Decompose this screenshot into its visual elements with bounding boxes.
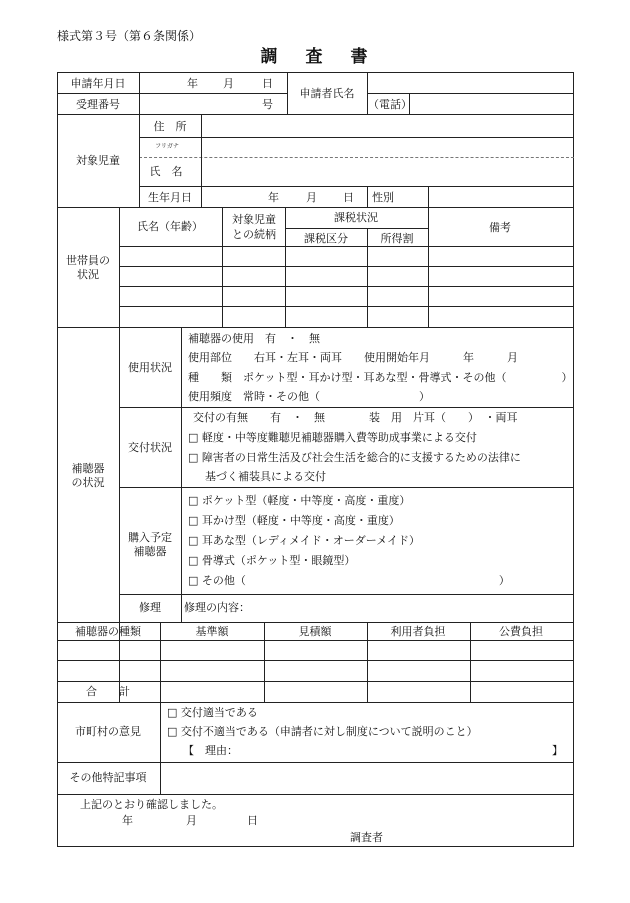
household-remarks-header: 備考 xyxy=(489,221,511,234)
municipality-option-inappropriate: □ 交付不適当である（申請者に対し制度について説明のこと） xyxy=(167,725,478,738)
grant-line-1: 交付の有無 有 ・ 無 装 用 片耳（ ） ・両耳 xyxy=(193,411,518,424)
grant-line-4: 基づく補装具による交付 xyxy=(205,470,326,483)
municipality-option-appropriate: □ 交付適当である xyxy=(167,706,258,719)
cost-type-header: 補聴器の種類 xyxy=(75,625,141,638)
applicant-name-label: 申請者氏名 xyxy=(299,87,355,100)
planned-option-bone: □ 骨導式（ポケット型・眼鏡型） xyxy=(188,554,356,567)
usage-status-label: 使用状況 xyxy=(128,361,172,374)
form-number: 様式第３号（第６条関係） xyxy=(57,29,202,43)
cost-estimate-header: 見積額 xyxy=(298,625,332,638)
household-tax-class-header: 課税区分 xyxy=(304,232,348,245)
application-year-unit: 年 xyxy=(187,77,198,90)
application-day-unit: 日 xyxy=(262,77,273,90)
confirmation-year-unit: 年 xyxy=(122,814,133,827)
planned-aid-label-2: 補聴器 xyxy=(133,545,167,558)
receipt-number-unit: 号 xyxy=(262,98,273,111)
cost-total-label: 合 計 xyxy=(86,685,130,698)
cost-standard-header: 基準額 xyxy=(195,625,229,638)
grant-line-3: □ 障害者の日常生活及び社会生活を総合的に支援するための法律に xyxy=(188,451,521,464)
municipality-opinion-label: 市町村の意見 xyxy=(75,725,141,738)
hearing-aid-section-label-2: の状況 xyxy=(71,476,105,489)
phone-label: （電話） xyxy=(368,98,412,111)
confirmation-statement: 上記のとおり確認しました。 xyxy=(80,798,223,811)
planned-option-in-ear: □ 耳あな型（レディメイド・オーダーメイド） xyxy=(188,534,421,547)
reason-close-bracket: 】 xyxy=(552,744,563,757)
cost-user-share-header: 利用者負担 xyxy=(390,625,446,638)
usage-line-3: 種 類 ポケット型・耳かけ型・耳あな型・骨導式・その他（ ） xyxy=(188,371,573,384)
receipt-number-label: 受理番号 xyxy=(76,98,120,111)
household-relation-header: 対象児童 xyxy=(232,213,276,226)
usage-line-1: 補聴器の使用 有 ・ 無 xyxy=(188,332,320,345)
application-month-unit: 月 xyxy=(223,77,234,90)
page-title: 調査書 xyxy=(260,47,396,67)
other-notes-label: その他特記事項 xyxy=(69,771,147,784)
confirmation-day-unit: 日 xyxy=(247,814,258,827)
confirmation-month-unit: 月 xyxy=(186,814,197,827)
usage-line-4: 使用頻度 常時・その他（ ） xyxy=(188,390,430,403)
application-date-label: 申請年月日 xyxy=(70,77,126,90)
planned-aid-label: 購入予定 xyxy=(128,531,172,544)
birth-year-unit: 年 xyxy=(268,191,279,204)
grant-line-2: □ 軽度・中等度難聴児補聴器購入費等助成事業による交付 xyxy=(188,431,477,444)
child-section-label: 対象児童 xyxy=(76,154,120,167)
cost-public-share-header: 公費負担 xyxy=(499,625,543,638)
household-section-label-2: 状況 xyxy=(77,268,99,281)
planned-option-pocket: □ ポケット型（軽度・中等度・高度・重度） xyxy=(188,494,411,507)
household-income-header: 所得割 xyxy=(380,232,414,245)
grant-status-label: 交付状況 xyxy=(128,441,172,454)
household-tax-header: 課税状況 xyxy=(334,211,378,224)
hearing-aid-section-label: 補聴器 xyxy=(71,462,105,475)
address-label: 住 所 xyxy=(153,120,187,133)
birth-date-label: 生年月日 xyxy=(148,191,192,204)
repair-content-label: 修理の内容： xyxy=(184,601,250,614)
repair-label: 修理 xyxy=(139,601,161,614)
household-relation-header-2: との続柄 xyxy=(232,228,276,241)
furigana-label: フリガナ xyxy=(155,143,179,150)
reason-open-bracket: 【 理由： xyxy=(183,744,238,757)
birth-day-unit: 日 xyxy=(343,191,354,204)
sex-label: 性別 xyxy=(372,191,394,204)
child-name-label: 氏 名 xyxy=(149,165,183,178)
planned-option-other: □ その他（ ） xyxy=(188,574,510,587)
birth-month-unit: 月 xyxy=(306,191,317,204)
household-section-label: 世帯員の xyxy=(66,254,110,267)
household-name-header: 氏名（年齢） xyxy=(137,220,203,233)
usage-line-2: 使用部位 右耳・左耳・両耳 使用開始年月 年 月 xyxy=(188,351,518,364)
planned-option-behind-ear: □ 耳かけ型（軽度・中等度・高度・重度） xyxy=(188,514,400,527)
investigator-label: 調査者 xyxy=(350,831,383,844)
